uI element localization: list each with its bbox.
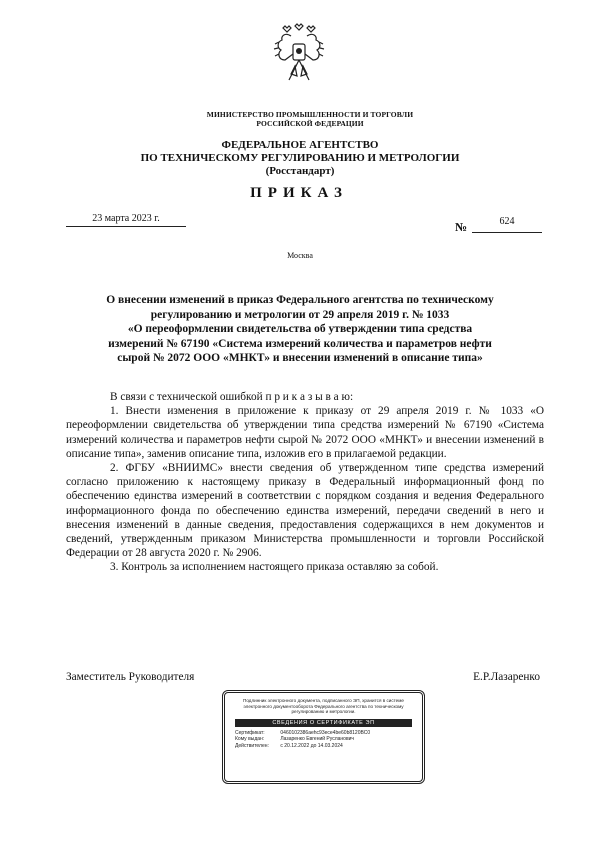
body-item-1: 1. Внести изменения в приложение к приказу от 29 апреля 2019 г. № 1033 «О переоформлении свидетельства об утверждении типа средства измерений № 67190 «Система измерений количества и параметров нефти сырой № 2072 ООО «МНКТ» и внесении изменений в описание типа», заменив описание типа, изложив его в прилагаемой редакции. (66, 405, 544, 460)
signatory-role: Заместитель Руководителя (66, 671, 195, 683)
order-body (66, 390, 544, 575)
number-underline (472, 232, 542, 233)
agency-line-2: ПО ТЕХНИЧЕСКОМУ РЕГУЛИРОВАНИЮ И МЕТРОЛОГИИ (140, 152, 460, 164)
stamp-note: Подлинник электронного документа, подписанного ЭП, хранится в системе электронного документооборота Федерального агентства по техническому регулированию и метрологии. (243, 698, 404, 715)
ministry-line-2: РОССИЙСКОЙ ФЕДЕРАЦИИ (256, 119, 364, 128)
owner-value: Лазаренко Евгений Русланович (280, 736, 355, 743)
agency-line-1: ФЕДЕРАЛЬНОЕ АГЕНТСТВО (221, 139, 379, 151)
coat-of-arms-icon (273, 22, 325, 84)
date-underline (66, 226, 186, 227)
heading-line-4: измерений № 67190 «Система измерений количества и параметров нефти (108, 337, 492, 350)
order-date: 23 марта 2023 г. (92, 213, 160, 224)
heading-line-3: «О переоформлении свидетельства об утверждении типа средства (127, 323, 473, 335)
body-item-2: 2. ФГБУ «ВНИИМС» внести сведения об утвержденном типе средства измерений согласно приложению к настоящему приказу в Федеральный информационный фонд по обеспечению единства измерений в соответствии с порядком создания и ведения Федерального информационного фонда по обеспечению единства измерений, передачи сведений в него и внесения изменений в данные сведения, предоставления содержащихся в нем документов и сведений, утвержденным приказом Министерства промышленности и торговли Российской Федерации от 28 августа 2020 г. № 2906. (66, 462, 544, 560)
heading-line-1: О внесении изменений в приказ Федерального агентства по техническому (106, 294, 494, 306)
order-heading (60, 293, 540, 366)
agency-name (100, 139, 500, 178)
stamp-header: СВЕДЕНИЯ О СЕРТИФИКАТЕ ЭП (235, 719, 412, 727)
ministry-name (160, 110, 460, 128)
agency-line-3: (Росстандарт) (265, 165, 335, 177)
body-preamble: В связи с технической ошибкой п р и к а з ы в а ю: (110, 391, 354, 403)
electronic-signature-stamp (222, 690, 425, 784)
city: Москва (287, 251, 313, 260)
cert-label: Сертификат: (235, 729, 265, 736)
body-item-3: 3. Контроль за исполнением настоящего приказа оставляю за собой. (110, 561, 439, 574)
ministry-line-1: МИНИСТЕРСТВО ПРОМЫШЛЕННОСТИ И ТОРГОВЛИ (206, 110, 414, 119)
stamp-valid-row (225, 743, 422, 749)
cert-value: 0460102386аеhс93eсе4be60b8120BC0 (280, 729, 371, 736)
heading-line-2: регулированию и метрологии от 29 апреля 2019 г. № 1033 (150, 308, 450, 321)
owner-label: Кому выдан: (235, 736, 265, 743)
number-sign: № (455, 220, 468, 234)
heading-line-5: сырой № 2072 ООО «МНКТ» и внесении изменений в описание типа» (117, 352, 483, 364)
valid-label: Действителен: (235, 742, 269, 749)
signatory-name: Е.Р.Лазаренко (473, 671, 540, 683)
order-number: 624 (499, 216, 515, 227)
valid-value: с 20.12.2022 до 14.03.2024 (280, 742, 343, 749)
document-title: ПРИКАЗ (250, 185, 348, 201)
